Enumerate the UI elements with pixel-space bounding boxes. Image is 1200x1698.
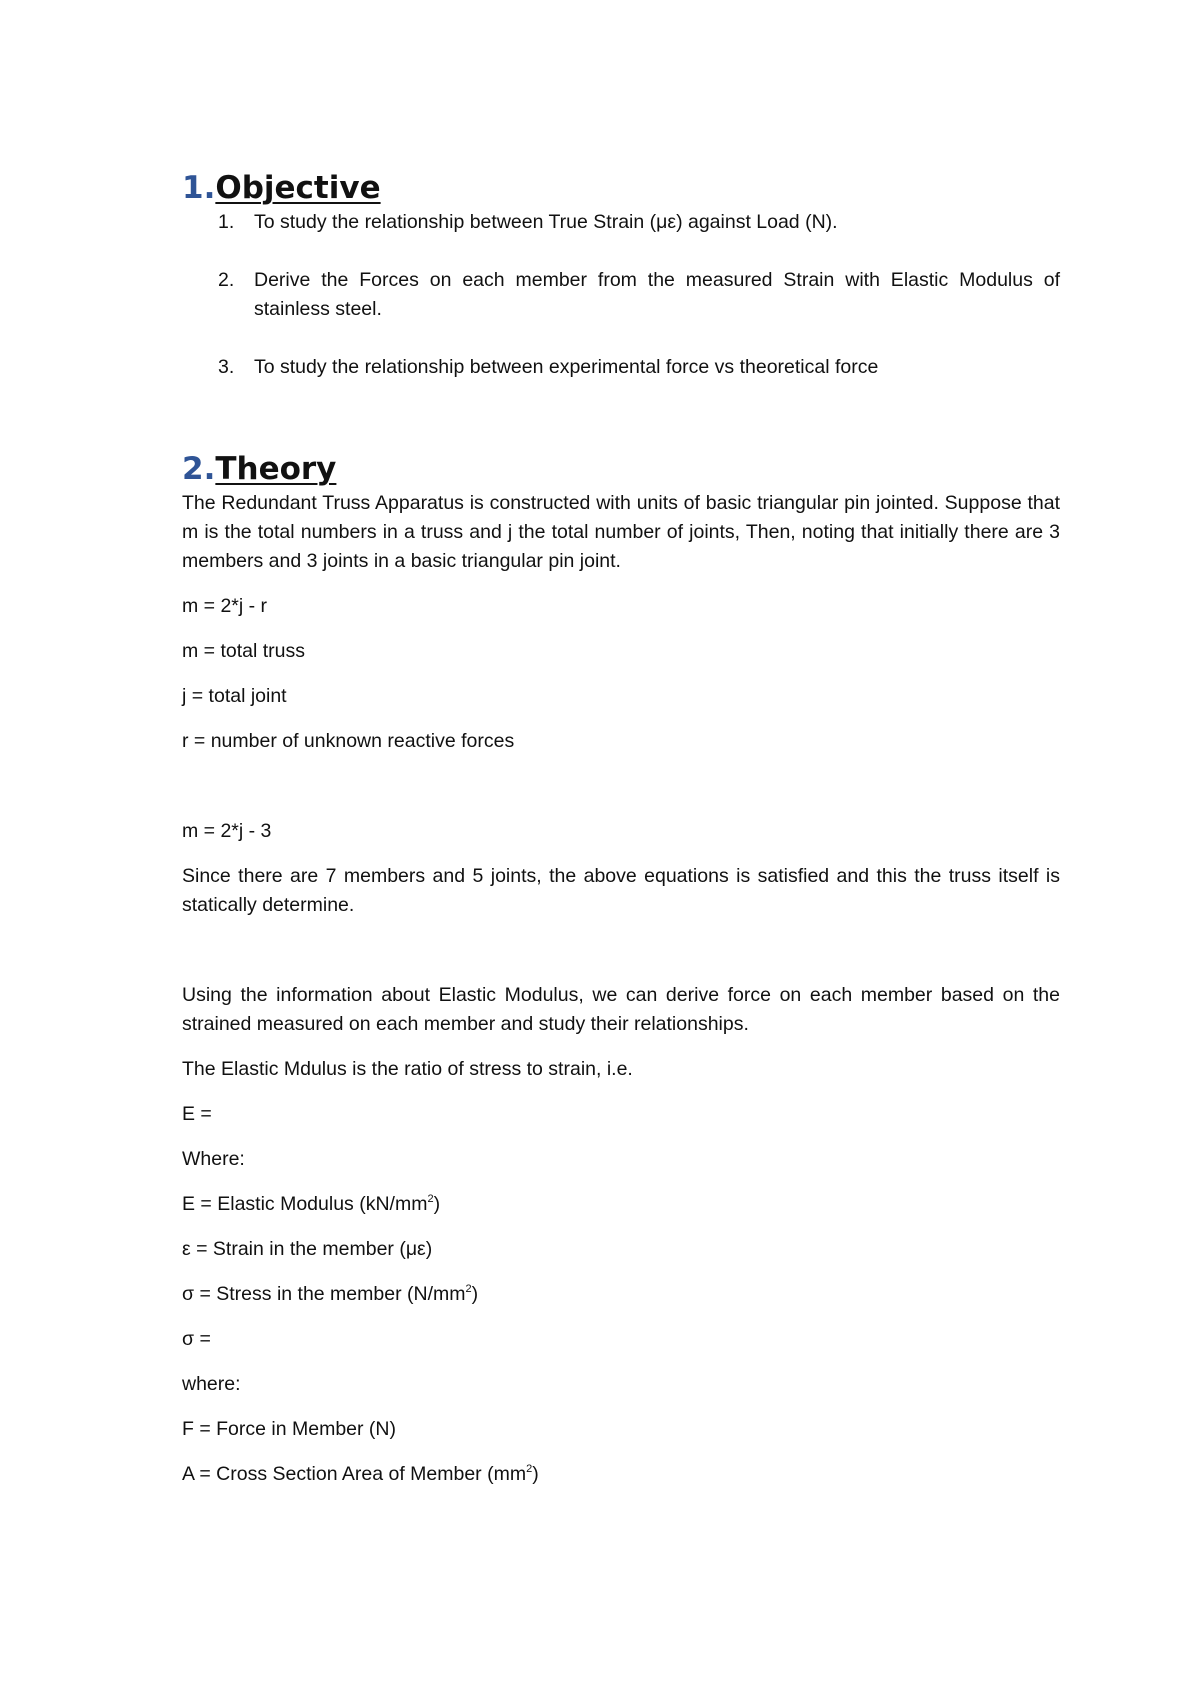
superscript-2: 2 — [465, 1282, 472, 1295]
superscript-2: 2 — [427, 1192, 434, 1205]
objective-item-number: 2. — [218, 269, 235, 291]
definition-elastic-modulus-text: E = Elastic Modulus (kN/mm — [182, 1193, 428, 1215]
objective-item-number: 3. — [218, 356, 235, 378]
definition-area-text: A = Cross Section Area of Member (mm — [182, 1463, 527, 1485]
objective-item-text: To study the relationship between True Strain (με) against Load (N). — [254, 211, 838, 233]
equation-m-2j-3: m = 2*j - 3 — [182, 820, 272, 842]
where-label-2: where: — [182, 1373, 241, 1395]
objective-heading — [182, 168, 1060, 208]
objective-item-2 — [182, 266, 1060, 324]
theory-intro: The Redundant Truss Apparatus is constructed with units of basic triangular pin jointed. Suppose that m is the total numbers in a truss and j the total number of joints, Then, noting that initially there are 3 members and 3 joints in a basic triangular pin joint. — [182, 492, 1060, 572]
definition-stress-text: σ = Stress in the member (N/mm — [182, 1283, 466, 1305]
definition-area — [182, 1460, 1060, 1489]
definition-stress-end: ) — [471, 1283, 479, 1305]
objective-heading-number: 1. — [182, 170, 216, 206]
definition-m: m = total truss — [182, 640, 305, 662]
theory-heading-title: Theory — [215, 451, 337, 487]
definition-elastic-modulus — [182, 1190, 1060, 1219]
objective-item-number: 1. — [218, 211, 235, 233]
objective-item-text: To study the relationship between experimental force vs theoretical force — [254, 356, 879, 378]
objective-item-text: Derive the Forces on each member from the measured Strain with Elastic Modulus of stainless steel. — [254, 269, 1060, 320]
definition-elastic-modulus-end: ) — [433, 1193, 441, 1215]
objective-heading-title: Objective — [215, 170, 381, 206]
statically-determinate-paragraph: Since there are 7 members and 5 joints, the above equations is satisfied and this the truss itself is statically determine. — [182, 865, 1060, 916]
theory-heading — [182, 449, 1060, 489]
theory-heading-number: 2. — [182, 451, 216, 487]
definition-r: r = number of unknown reactive forces — [182, 730, 515, 752]
definition-stress — [182, 1280, 1060, 1309]
definition-strain: ε = Strain in the member (με) — [182, 1238, 433, 1260]
equation-m-2j-r: m = 2*j - r — [182, 595, 268, 617]
definition-force: F = Force in Member (N) — [182, 1418, 396, 1440]
equation-e: E = — [182, 1103, 212, 1125]
definition-area-end: ) — [532, 1463, 539, 1485]
objective-item-3 — [182, 353, 1060, 382]
where-label-1: Where: — [182, 1148, 245, 1170]
ratio-sentence: The Elastic Mdulus is the ratio of stress to strain, i.e. — [182, 1058, 633, 1080]
objective-item-1 — [182, 208, 1060, 237]
definition-j: j = total joint — [182, 685, 287, 707]
objective-list — [182, 208, 1060, 382]
equation-sigma: σ = — [182, 1328, 211, 1350]
superscript-2: 2 — [526, 1462, 533, 1475]
elastic-modulus-paragraph: Using the information about Elastic Modulus, we can derive force on each member based on the strained measured on each member and study their relationships. — [182, 984, 1060, 1035]
document-content — [182, 168, 1060, 1489]
